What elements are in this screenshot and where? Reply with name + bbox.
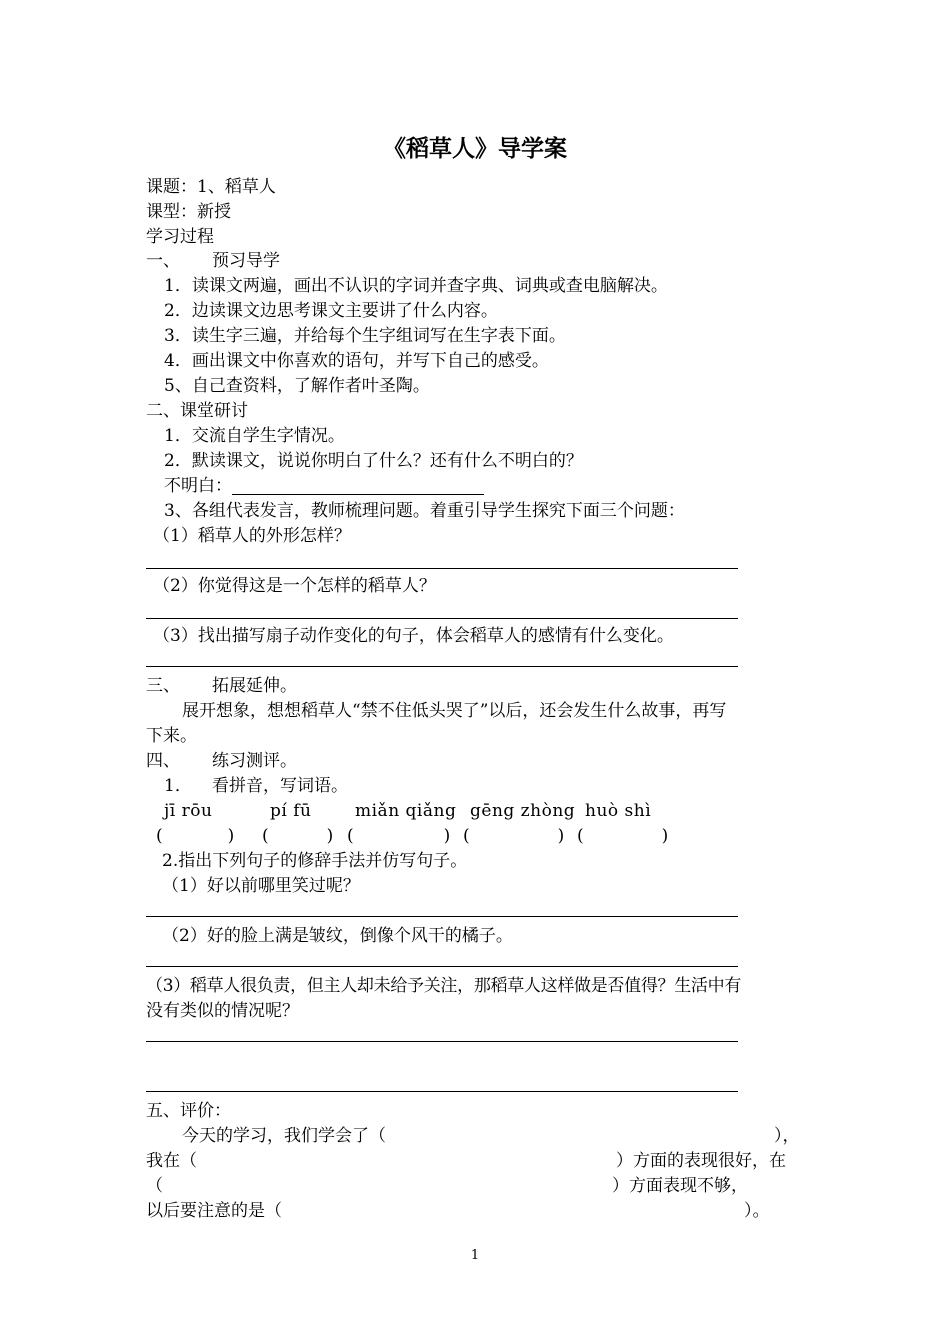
pinyin-word: jī rōu	[164, 801, 213, 821]
section2-heading: 二、课堂研讨	[146, 401, 248, 421]
section4-item: 看拼音，写词语。	[212, 776, 348, 796]
unclear-answer-line[interactable]	[232, 494, 484, 495]
section1-item: 3．读生字三遍，并给每个生字组词写在生字表下面。	[164, 326, 566, 346]
section2-question: （1）稻草人的外形怎样？	[153, 526, 351, 546]
section3-text: 下来。	[146, 726, 197, 746]
section5-heading: 五、评价：	[146, 1101, 231, 1121]
word-answer-box[interactable]: ( )	[347, 826, 451, 846]
document-title: 《稻草人》导学案	[383, 135, 567, 162]
section4-item: 2.指出下列句子的修辞手法并仿写句子。	[162, 851, 468, 871]
pinyin-word: miǎn qiǎng	[355, 801, 457, 821]
section3-number: 三、	[146, 676, 180, 696]
answer-line[interactable]	[146, 666, 738, 667]
answer-line[interactable]	[146, 1041, 738, 1042]
pinyin-word: gēng zhòng	[470, 801, 576, 821]
answer-line[interactable]	[146, 568, 738, 569]
section1-item: 2．边读课文边思考课文主要讲了什么内容。	[164, 301, 498, 321]
section4-question: 没有类似的情况呢？	[146, 1001, 299, 1021]
evaluation-text: ）方面表现不够，	[612, 1176, 748, 1196]
word-answer-box[interactable]: ( )	[156, 826, 235, 846]
section1-item: 1．读课文两遍，画出不认识的字词并查字典、词典或查电脑解决。	[164, 276, 668, 296]
section1-item: 5、自己查资料，了解作者叶圣陶。	[164, 376, 430, 396]
evaluation-text: ）方面的表现很好，在	[616, 1151, 786, 1171]
evaluation-text: ），	[774, 1126, 800, 1146]
section1-number: 一、	[146, 251, 180, 271]
word-answer-box[interactable]: ( )	[463, 826, 565, 846]
answer-line[interactable]	[146, 916, 738, 917]
section4-question: （1）好以前哪里笑过呢？	[162, 876, 360, 896]
evaluation-text: 以后要注意的是（	[146, 1201, 282, 1221]
pinyin-word: pí fū	[270, 801, 312, 821]
section4-question: （3）稻草人很负责，但主人却未给予关注，那稻草人这样做是否值得？生活中有	[146, 976, 742, 996]
section2-item: 2．默读课文，说说你明白了什么？还有什么不明白的？	[164, 451, 583, 471]
section2-question: （3）找出描写扇子动作变化的句子，体会稻草人的感情有什么变化。	[153, 626, 674, 646]
answer-line[interactable]	[146, 1091, 738, 1092]
section4-item-number: 1．	[164, 776, 192, 796]
evaluation-text: 今天的学习，我们学会了（	[182, 1126, 386, 1146]
section3-heading: 拓展延伸。	[212, 676, 297, 696]
section1-heading: 预习导学	[212, 251, 280, 271]
evaluation-text: （	[146, 1176, 163, 1196]
lesson-title: 课题：1、稻草人	[146, 177, 276, 197]
unclear-label: 不明白：	[164, 476, 232, 496]
process-label: 学习过程	[146, 227, 214, 247]
pinyin-word: huò shì	[585, 801, 652, 821]
evaluation-text: 我在（	[146, 1151, 197, 1171]
section4-heading: 练习测评。	[212, 751, 297, 771]
section2-item: 3、各组代表发言，教师梳理问题。着重引导学生探究下面三个问题：	[164, 501, 685, 521]
section1-item: 4．画出课文中你喜欢的语句，并写下自己的感受。	[164, 351, 549, 371]
lesson-type: 课型：新授	[146, 202, 231, 222]
section4-number: 四、	[146, 751, 180, 771]
answer-line[interactable]	[146, 618, 738, 619]
word-answer-box[interactable]: ( )	[577, 826, 669, 846]
section3-text: 展开想象，想想稻草人“禁不住低头哭了”以后，还会发生什么故事，再写	[182, 701, 727, 721]
section4-question: （2）好的脸上满是皱纹，倒像个风干的橘子。	[162, 926, 513, 946]
page-number: 1	[470, 1248, 480, 1263]
section2-item: 1．交流自学生字情况。	[164, 426, 345, 446]
section2-question: （2）你觉得这是一个怎样的稻草人？	[153, 576, 436, 596]
word-answer-box[interactable]: ( )	[262, 826, 334, 846]
answer-line[interactable]	[146, 966, 738, 967]
evaluation-text: ）。	[744, 1201, 770, 1221]
